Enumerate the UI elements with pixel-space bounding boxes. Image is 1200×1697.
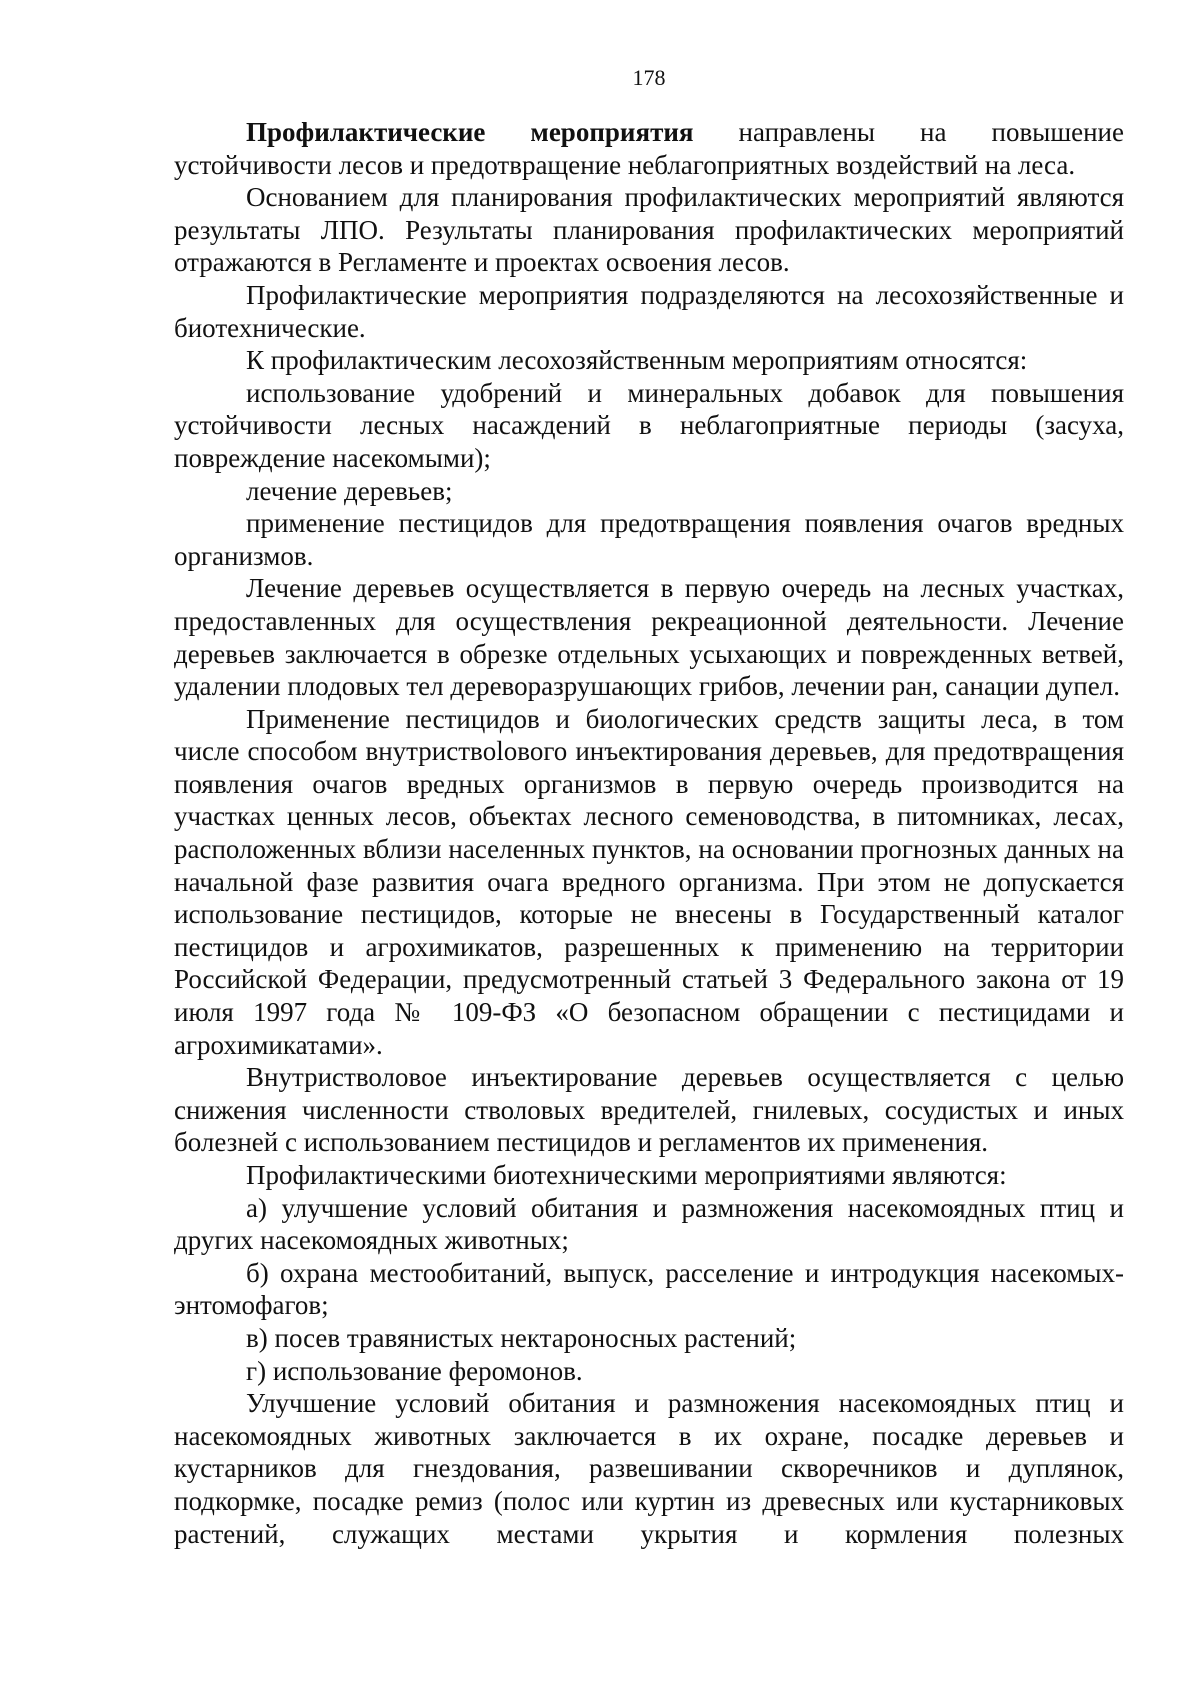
paragraph: Применение пестицидов и биологических средств защиты леса, в том числе способом внутриствolового инъектирования деревьев, для предотвращения появления очагов вредных организмов в первую очередь производится на участках ценных лесов, объектах лесного семеноводства, в питомниках, лесах, расположенных вблизи населенных пунктов, на основании прогнозных данных на начальной фазе развития очага вредного организма. При этом не допускается использование пестицидов, которые не внесены в Государственный каталог пестицидов и агрохимикатов, разрешенных к применению на территории Российской Федерации, предусмотренный статьей 3 Федерального закона от 19 июля 1997 года № 109-ФЗ «О безопасном обращении с пестицидами и агрохимикатами».	[174, 703, 1124, 1060]
paragraph	[174, 116, 1124, 181]
paragraph: Основанием для планирования профилактических мероприятий являются результаты ЛПО. Результаты планирования профилактических мероприятий отражаются в Регламенте и проектах освоения лесов.	[174, 182, 1124, 278]
paragraph-text: направлены на повышение устойчивости лесов и предотвращение неблагоприятных воздействий на леса.	[174, 117, 1124, 180]
paragraph: Внутристволовое инъектирование деревьев осуществляется с целью снижения численности стволовых вредителей, гнилевых, сосудистых и иных болезней с использованием пестицидов и регламентов их применения.	[174, 1062, 1124, 1158]
list-item: в) посев травянистых нектароносных растений;	[246, 1322, 797, 1353]
paragraph: Лечение деревьев осуществляется в первую очередь на лесных участках, предоставленных для осуществления рекреационной деятельности. Лечение деревьев заключается в обрезке отдельных усыхающих и поврежденных ветвей, удалении плодовых тел дереворазрушающих грибов, лечении ран, санации дупел.	[174, 573, 1124, 702]
list-item: а) улучшение условий обитания и размножения насекомоядных птиц и других насекомоядных животных;	[174, 1192, 1124, 1256]
paragraph: Профилактическими биотехническими мероприятиями являются:	[246, 1160, 1007, 1190]
paragraph: Профилактические мероприятия подразделяются на лесохозяйственные и биотехнические.	[174, 279, 1124, 343]
paragraph: Улучшение условий обитания и размножения насекомоядных птиц и насекомоядных животных заключается в их охране, посадке деревьев и кустарников для гнездования, развешивании скворечников и дуплянок, подкормке, посадке ремиз (полос или куртин из древесных или кустарниковых растений, служащих местами укрытия и кормления полезных	[174, 1388, 1124, 1549]
lead-term: Профилактические мероприятия	[246, 117, 694, 147]
list-item: лечение деревьев;	[246, 475, 453, 506]
list-item: б) охрана местообитаний, выпуск, расселение и интродукция насекомых-энтомофагов;	[174, 1257, 1124, 1321]
list-item: применение пестицидов для предотвращения появления очагов вредных организмов.	[174, 508, 1124, 571]
list-item: использование удобрений и минеральных добавок для повышения устойчивости лесных насаждений в неблагоприятные периоды (засуха, повреждение насекомыми);	[174, 377, 1124, 473]
page-number: 178	[632, 65, 666, 90]
paragraph: К профилактическим лесохозяйственным мероприятиям относятся:	[246, 345, 1028, 376]
list-item: г) использование феромонов.	[246, 1355, 583, 1386]
body-text	[174, 116, 1124, 1550]
